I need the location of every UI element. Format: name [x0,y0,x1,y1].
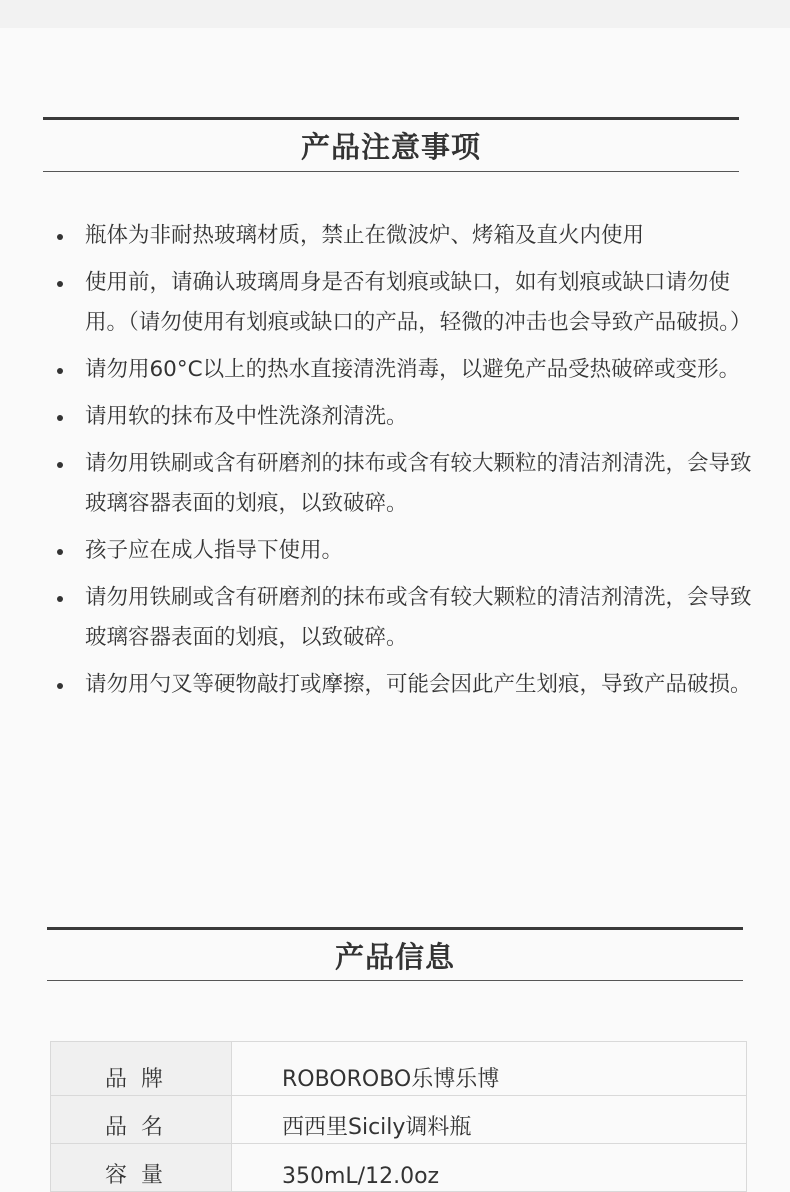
top-bar [0,0,790,28]
info-label: 容量 [51,1144,232,1192]
info-value: ROBOROBO乐博乐博 [232,1042,747,1096]
list-item: 使用前，请确认玻璃周身是否有划痕或缺口，如有划痕或缺口请勿使用。（请勿使用有划痕或缺口的产品，轻微的冲击也会导致产品破损。） [55,263,755,343]
list-item: 请勿用铁刷或含有研磨剂的抹布或含有较大颗粒的清洁剂清洗，会导致玻璃容器表面的划痕，以致破碎。 [55,444,755,524]
notice-list [55,216,755,712]
info-value: 350mL/12.0oz [232,1144,747,1192]
list-item: 请勿用勺叉等硬物敲打或摩擦，可能会因此产生划痕，导致产品破损。 [55,665,755,705]
product-info-table [50,1041,747,1192]
info-section-header [47,927,743,981]
list-item: 瓶体为非耐热玻璃材质，禁止在微波炉、烤箱及直火内使用 [55,216,755,256]
table-row [51,1042,747,1096]
info-label: 品牌 [51,1042,232,1096]
info-label: 品名 [51,1096,232,1144]
notice-section-header [43,117,739,172]
list-item: 请勿用铁刷或含有研磨剂的抹布或含有较大颗粒的清洁剂清洗，会导致玻璃容器表面的划痕，以致破碎。 [55,578,755,658]
list-item: 请用软的抹布及中性洗涤剂清洗。 [55,397,755,437]
table-row [51,1144,747,1192]
info-title: 产品信息 [334,939,455,974]
list-item: 孩子应在成人指导下使用。 [55,531,755,571]
table-row [51,1096,747,1144]
list-item: 请勿用60°C以上的热水直接清洗消毒，以避免产品受热破碎或变形。 [55,350,755,390]
info-value: 西西里Sicily调料瓶 [232,1096,747,1144]
notice-title: 产品注意事项 [300,130,481,164]
